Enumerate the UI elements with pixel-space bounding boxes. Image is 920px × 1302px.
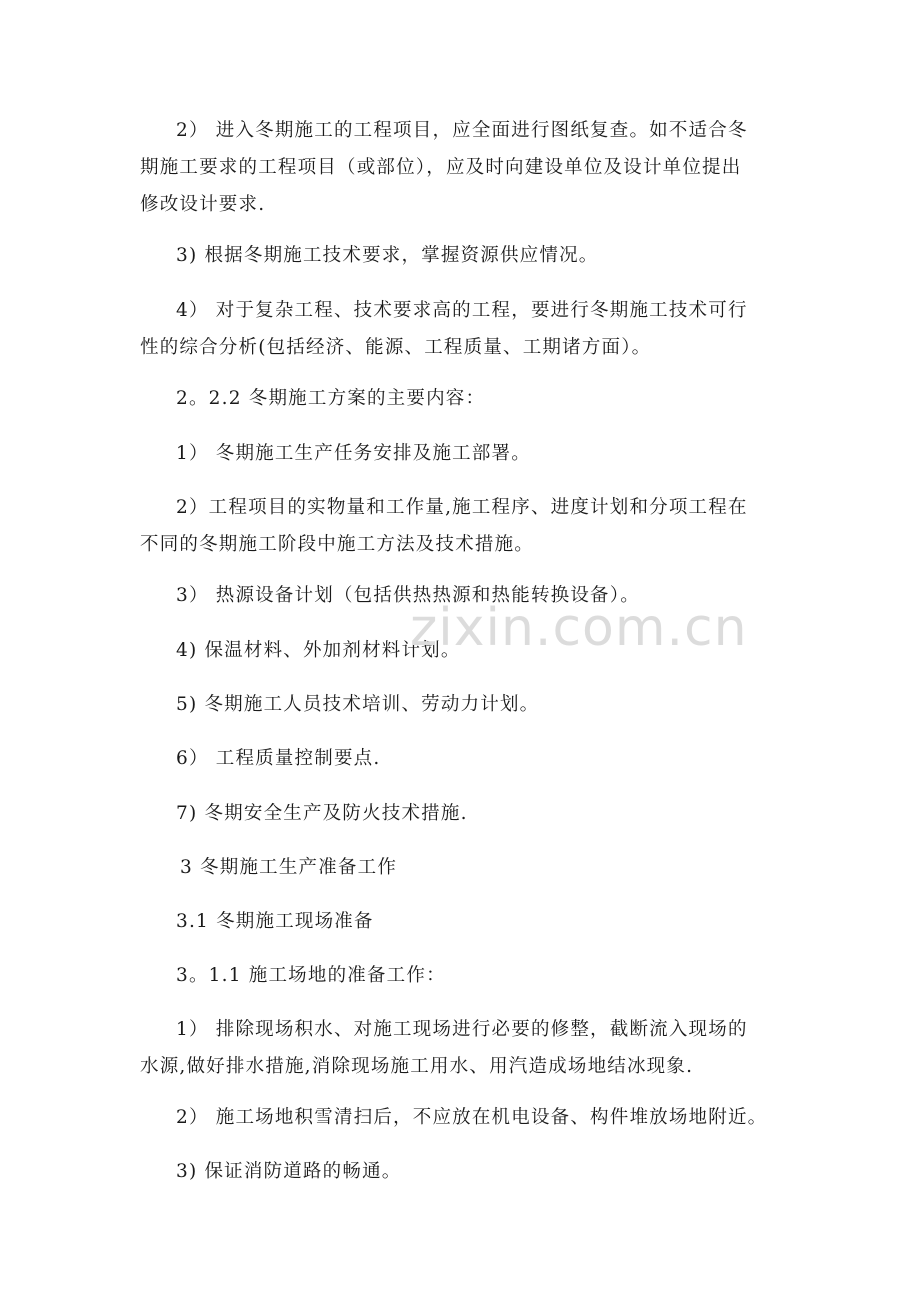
text-line: 2）工程项目的实物量和工作量,施工程序、进度计划和分项工程在: [176, 497, 748, 518]
list-item-insulation: [140, 632, 790, 669]
text-line: 水源,做好排水措施,消除现场施工用水、用汽造成场地结冰现象.: [140, 1056, 694, 1077]
text-line: 3。1.1 施工场地的准备工作：: [176, 965, 446, 986]
section-heading-3-1-1: [140, 957, 790, 994]
text-line: 2） 进入冬期施工的工程项目，应全面进行图纸复查。如不适合冬: [176, 120, 748, 141]
text-line: 2） 施工场地积雪清扫后，不应放在机电设备、构件堆放场地附近。: [176, 1107, 768, 1128]
text-line: 2。2.2 冬期施工方案的主要内容：: [176, 388, 486, 409]
text-line: 6） 工程质量控制要点.: [176, 748, 381, 769]
text-line: 3) 保证消防道路的畅通。: [176, 1161, 402, 1182]
list-item-task-arrangement: [140, 435, 790, 472]
text-line: 3） 热源设备计划（包括供热热源和热能转换设备）。: [176, 585, 640, 606]
text-line: 3 冬期施工生产准备工作: [180, 857, 398, 878]
text-line: 3.1 冬期施工现场准备: [176, 911, 374, 932]
list-item-fire-road: [140, 1153, 790, 1190]
text-line: 4) 保温材料、外加剂材料计划。: [176, 640, 461, 661]
text-line: 1） 冬期施工生产任务安排及施工部署。: [176, 443, 531, 464]
text-line: 性的综合分析(包括经济、能源、工程质量、工期诸方面）。: [140, 337, 652, 358]
list-item-safety: [140, 795, 790, 832]
list-item-quality-control: [140, 740, 790, 777]
list-item-heat-source: [140, 577, 790, 614]
text-line: 1） 排除现场积水、对施工现场进行必要的修整，截断流入现场的: [176, 1019, 748, 1040]
list-item-snow-clearing: [140, 1099, 790, 1136]
text-line: 不同的冬期施工阶段中施工方法及技术措施。: [140, 534, 535, 555]
text-line: 7) 冬期安全生产及防火技术措施.: [176, 803, 468, 824]
watermark: zixin.com.cn: [410, 598, 748, 658]
text-line: 3) 根据冬期施工技术要求，掌握资源供应情况。: [176, 245, 599, 266]
paragraph-feasibility-analysis: [140, 292, 790, 366]
section-heading-3: [140, 849, 790, 886]
text-line: 5) 冬期施工人员技术培训、劳动力计划。: [176, 694, 540, 715]
section-heading-2-2-2: [140, 380, 790, 417]
text-line: 期施工要求的工程项目（或部位），应及时向建设单位及设计单位提出: [140, 157, 742, 178]
paragraph-drawing-review: [140, 112, 790, 223]
text-line: 修改设计要求.: [140, 194, 266, 215]
text-line: 4） 对于复杂工程、技术要求高的工程，要进行冬期施工技术可行: [176, 300, 748, 321]
paragraph-resource-supply: [140, 237, 790, 274]
section-heading-3-1: [140, 903, 790, 940]
list-item-workload: [140, 489, 790, 563]
list-item-drain-water: [140, 1011, 790, 1085]
list-item-training: [140, 686, 790, 723]
